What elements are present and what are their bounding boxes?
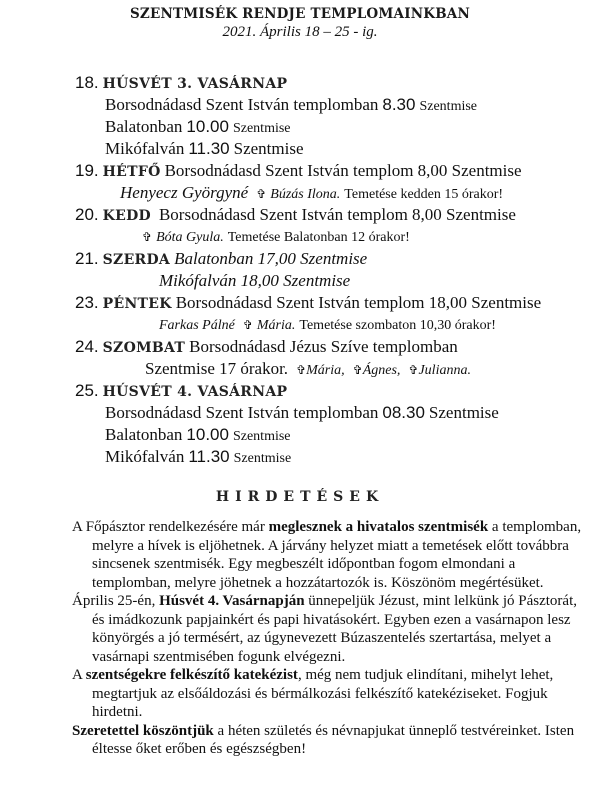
- funeral-info: Temetése kedden 15 órakor!: [344, 187, 504, 202]
- place: Borsodnádasd Szent István templomban: [105, 95, 379, 114]
- mass-info: Borsodnádasd Jézus Szíve templomban: [189, 337, 458, 356]
- mass-line: [75, 402, 595, 424]
- mass-time: 11.30: [188, 447, 230, 466]
- mass-time: 10.00: [186, 425, 229, 444]
- cross-icon: ✞: [352, 363, 363, 377]
- text: , még nem tudjuk elindítani, mihelyt lehet, megtartjuk az elsőáldozási és bérmálkozási felkészítő katekéziseket. Fogjuk hirdetni.: [92, 667, 554, 720]
- person-name: Henyecz Györgyné: [120, 183, 249, 202]
- day-heading: [75, 336, 595, 358]
- day-heading: [75, 72, 595, 94]
- deceased-name: Bóta Gyula.: [156, 230, 224, 245]
- intention-name: Mária,: [306, 363, 345, 378]
- funeral-line: [75, 226, 595, 248]
- day-name: HÚSVÉT 3. VASÁRNAP: [102, 76, 288, 92]
- day-heading: [75, 160, 595, 182]
- mass-line: [75, 424, 595, 446]
- emphasis: meglesznek a hivatalos szentmisék: [268, 519, 489, 535]
- place: Mikófalván: [105, 139, 185, 158]
- mass-line: [75, 358, 595, 380]
- day-number: 23.: [75, 293, 99, 312]
- mass-line: [75, 138, 595, 160]
- day-heading: [75, 380, 595, 402]
- text: ünnepeljük Jézust, mint lelkünk jó Pásztorát, és imádkozunk papjainkért és papi hivatásokért. Egyben ezen a vasárnapon lesz könyörgés a jó termésért, az úgynevezett Búzaszentelés szertartása, melyet a vasárnapi szentmisében fogunk elvégezni.: [92, 593, 577, 665]
- mass-info: Borsodnádasd Szent István templom 18,00 Szentmise: [175, 293, 542, 312]
- mass-line: [75, 446, 595, 468]
- day-heading: [75, 204, 595, 226]
- day-name: SZERDA: [102, 252, 171, 268]
- day-name: HÚSVÉT 4. VASÁRNAP: [102, 384, 288, 400]
- mass-label: Szentmise: [233, 451, 292, 466]
- day-heading: [75, 292, 595, 314]
- announcement: [72, 518, 592, 592]
- day-number: 21.: [75, 249, 99, 268]
- page-title: SZENTMISÉK RENDJE TEMPLOMAINKBAN: [129, 6, 471, 22]
- cross-icon: ✞: [408, 363, 419, 377]
- funeral-line: [75, 182, 595, 204]
- day-number: 24.: [75, 337, 99, 356]
- funeral-line: [75, 314, 595, 336]
- day-number: 18.: [75, 73, 99, 92]
- mass-line: [75, 270, 595, 292]
- mass-time: 08.30: [382, 403, 425, 422]
- cross-icon: ✞: [256, 187, 267, 201]
- place: Borsodnádasd Szent István templomban: [105, 403, 379, 422]
- text: a héten születés és névnapjukat ünneplő testvéreinket. Isten éltesse őket erőben és egészségben!: [92, 722, 575, 757]
- mass-info: Szentmise 17 órakor.: [145, 359, 289, 378]
- intention-name: Ágnes,: [362, 363, 401, 378]
- mass-info: Borsodnádasd Szent István templom 8,00 Szentmise: [158, 205, 516, 224]
- mass-info: Mikófalván 18,00 Szentmise: [159, 271, 351, 290]
- cross-icon: ✞: [296, 363, 307, 377]
- day-name: HÉTFŐ: [102, 164, 161, 180]
- deceased-name: Búzás Ilona.: [270, 187, 341, 202]
- day-number: 20.: [75, 205, 99, 224]
- place: Balatonban: [105, 425, 183, 444]
- mass-time: 10.00: [186, 117, 229, 136]
- mass-line: [75, 94, 595, 116]
- day-name: PÉNTEK: [102, 296, 172, 312]
- day-number: 25.: [75, 381, 99, 400]
- mass-line: [75, 116, 595, 138]
- text: A Főpásztor rendelkezésére már: [72, 519, 265, 535]
- funeral-info: Temetése szombaton 10,30 órakor!: [299, 318, 496, 333]
- announcement: [72, 722, 592, 759]
- intention-name: Julianna.: [418, 363, 471, 378]
- mass-info: Borsodnádasd Szent István templom 8,00 Szentmise: [164, 161, 522, 180]
- place: Mikófalván: [105, 447, 185, 466]
- mass-time: 8.30: [382, 95, 416, 114]
- deceased-name: Mária.: [256, 318, 296, 333]
- mass-schedule: [75, 72, 595, 468]
- mass-label: Szentmise: [233, 139, 304, 158]
- mass-info: Balatonban 17,00 Szentmise: [174, 249, 368, 268]
- date-range: 2021. Április 18 – 25 - ig.: [222, 24, 378, 40]
- emphasis: Szeretettel köszöntjük: [72, 722, 214, 739]
- announcement: [72, 666, 592, 722]
- announcement: [72, 592, 592, 666]
- text: Április 25-én,: [72, 593, 156, 609]
- text: A: [72, 667, 83, 683]
- mass-label: Szentmise: [419, 99, 478, 114]
- mass-label: Szentmise: [232, 429, 291, 444]
- day-number: 19.: [75, 161, 99, 180]
- day-name: SZOMBAT: [102, 340, 186, 356]
- announcements-title: HIRDETÉSEK: [215, 489, 385, 505]
- emphasis: szentségekre felkészítő katekézist: [85, 667, 298, 683]
- announcements: [72, 518, 592, 759]
- mass-label: Szentmise: [232, 121, 291, 136]
- day-name: KEDD: [102, 208, 151, 224]
- funeral-info: Temetése Balatonban 12 órakor!: [227, 230, 410, 245]
- place: Balatonban: [105, 117, 183, 136]
- emphasis: Húsvét 4. Vasárnapján: [159, 593, 305, 609]
- cross-icon: ✞: [142, 230, 153, 244]
- cross-icon: ✞: [242, 318, 253, 332]
- person-name: Farkas Pálné: [159, 318, 235, 333]
- mass-time: 11.30: [188, 139, 230, 158]
- day-heading: [75, 248, 595, 270]
- text: a templomban, melyre a hívek is eljöhetnek. A járvány helyzet miatt a temetések előtt továbbra sincsenek szentmisék. Egy megbeszélt időpontban fogom elmondani a templomban, melyre jöhetnek a hozzátartozók is. Köszönöm megértésüket.: [92, 519, 582, 591]
- mass-label: Szentmise: [428, 403, 499, 422]
